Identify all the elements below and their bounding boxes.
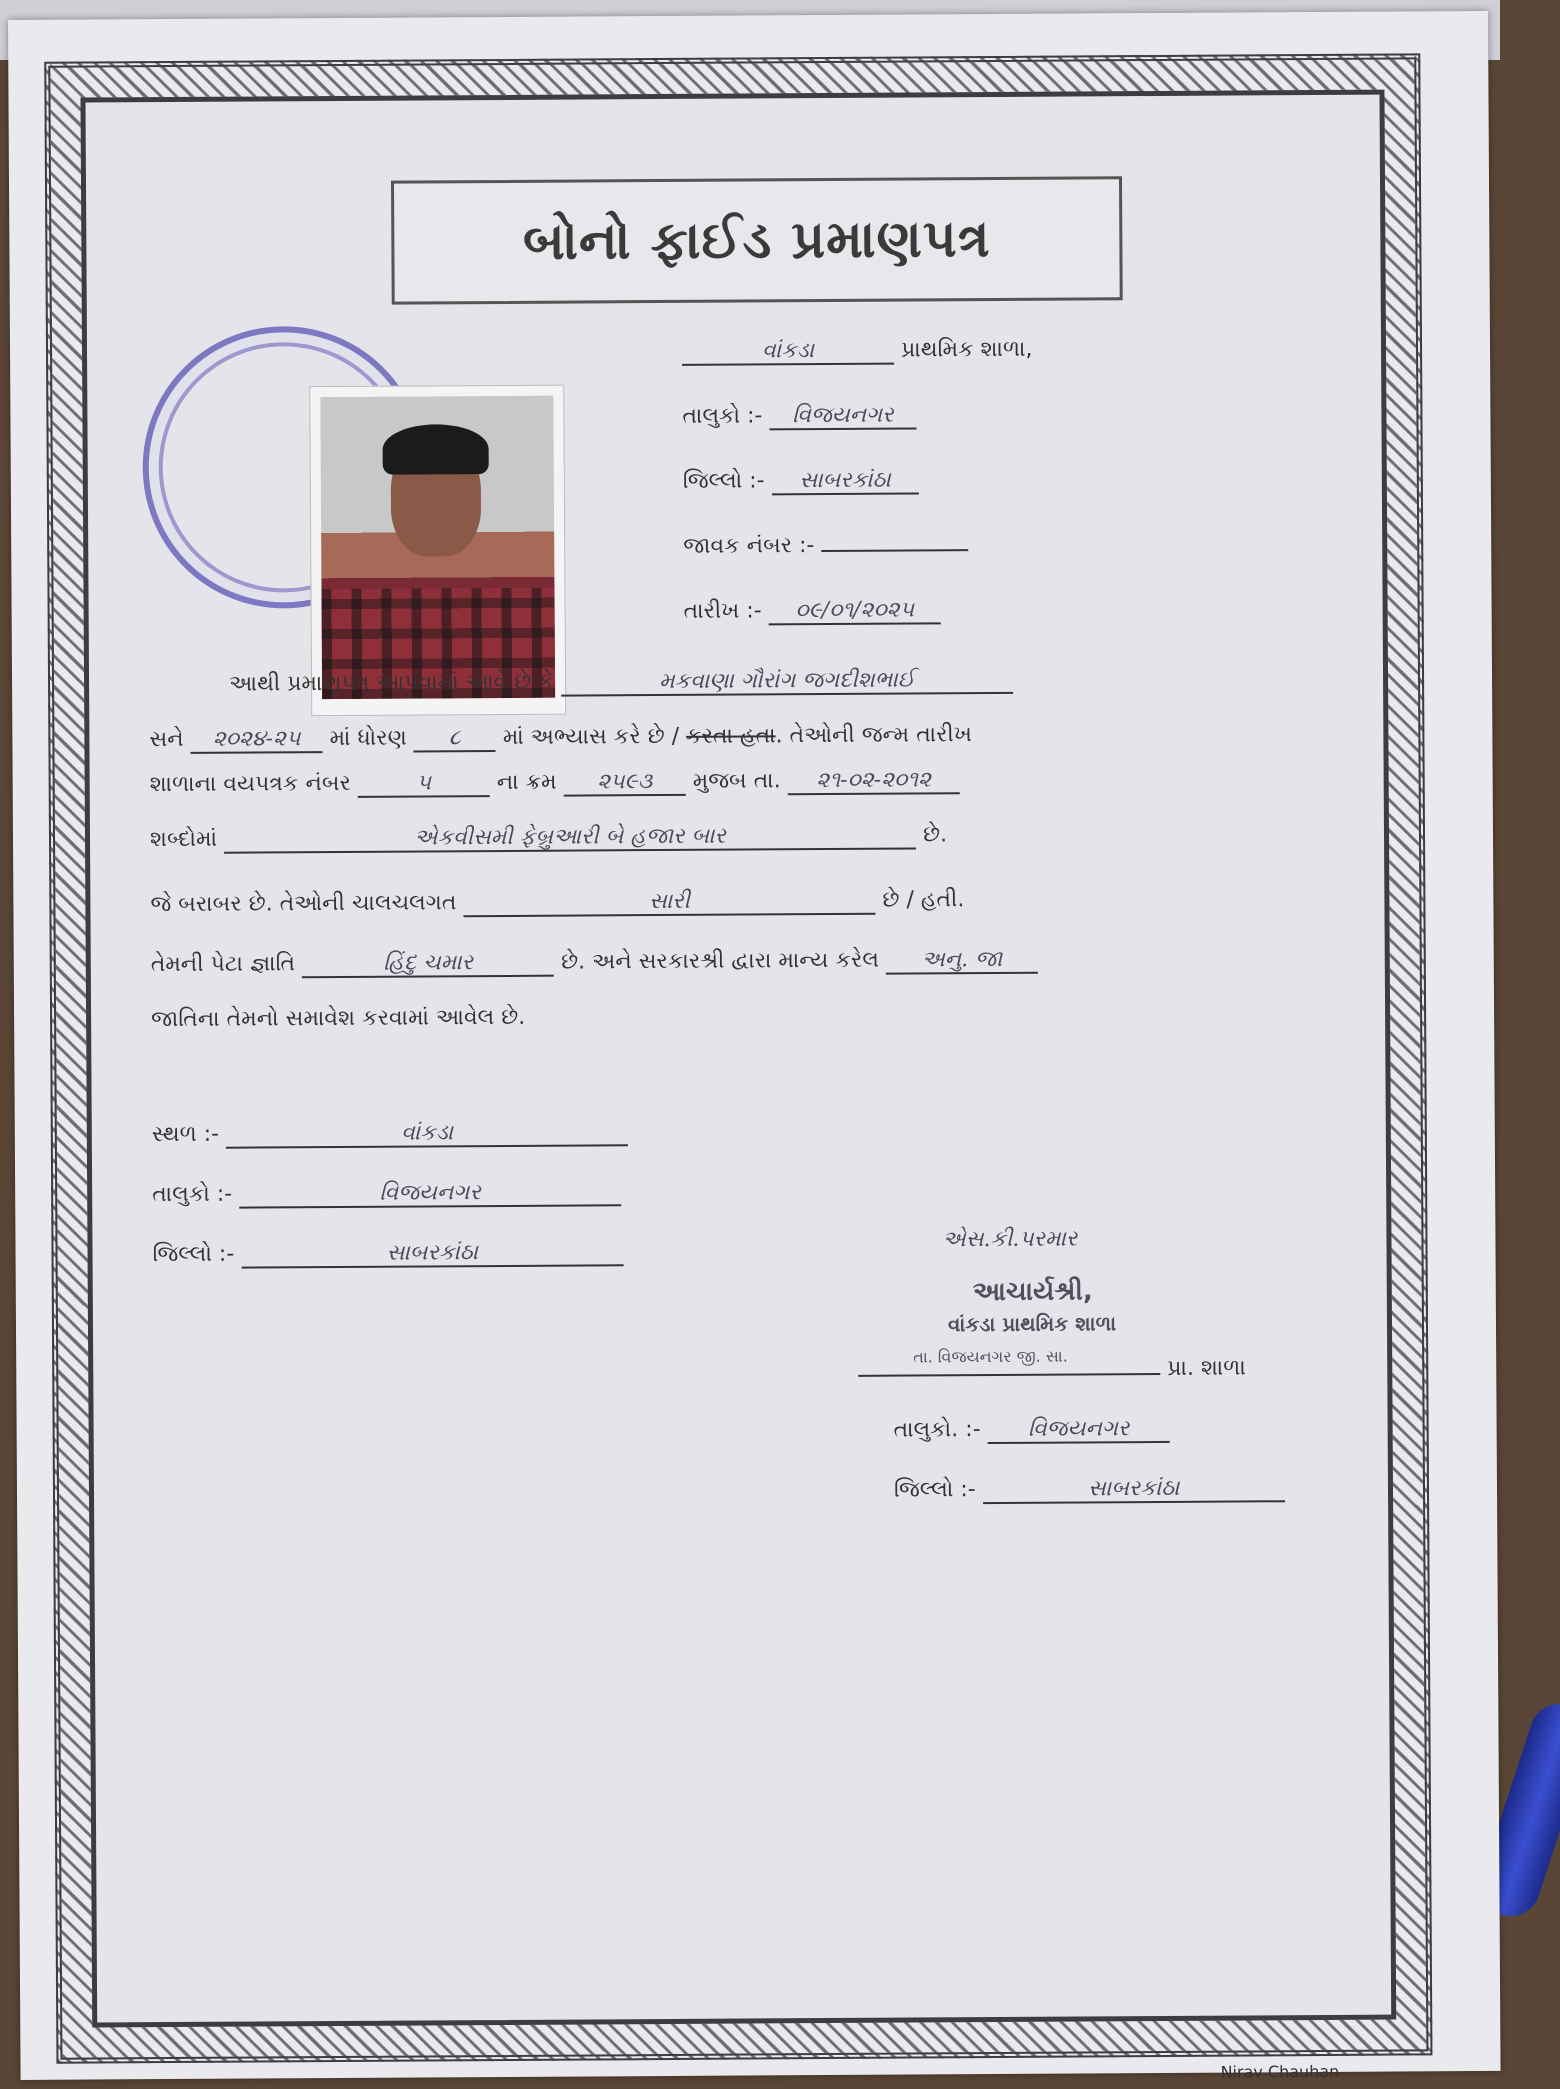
body-line-1 xyxy=(229,667,1013,699)
date-line xyxy=(684,597,941,626)
footer-district-line xyxy=(152,1239,623,1269)
place-value: વાંકડા xyxy=(226,1119,628,1148)
footer-right-district-value: સાબરકાંઠા xyxy=(983,1475,1285,1504)
dob-label: . તેઓની જન્મ તારીખ xyxy=(775,722,972,749)
caste-mid: છે. અને સરકારશ્રી દ્વારા માન્ય કરેલ xyxy=(561,947,880,975)
body-line-5 xyxy=(150,887,964,919)
body-line-2 xyxy=(149,722,972,754)
footer-taluka-value: વિજયનગર xyxy=(239,1179,621,1208)
dob-value: ૨૧-૦૨-૨૦૧૨ xyxy=(788,767,960,795)
student-name: મકવાણા ગૌરાંગ જગદીશભાઈ xyxy=(561,667,1013,697)
caste-value: હિંદુ ચમાર xyxy=(302,950,554,979)
footer-right-district-label: જિલ્લો :- xyxy=(893,1477,976,1503)
student-photo xyxy=(309,385,566,717)
body-line-4 xyxy=(150,822,947,854)
study-text: માં અભ્યાસ કરે છે / xyxy=(502,723,680,750)
district-value: સાબરકાંઠા xyxy=(771,467,918,495)
signature-suffix: પ્રા. શાળા xyxy=(1167,1355,1246,1381)
stamp-title: આચાર્યશ્રી, xyxy=(972,1276,1093,1308)
sane-label: સને xyxy=(149,726,184,753)
decorative-border xyxy=(44,53,1432,2063)
che-label: છે. xyxy=(922,822,948,848)
footer-taluka-label: તાલુકો :- xyxy=(152,1181,233,1208)
place-line xyxy=(152,1119,628,1149)
register-no: ૫ xyxy=(358,770,490,798)
footer-district-value: સાબરકાંઠા xyxy=(241,1239,623,1268)
school-label: પ્રાથમિક શાળા, xyxy=(900,336,1033,363)
footer-right-taluka-line xyxy=(894,1416,1170,1445)
taluka-line xyxy=(682,402,916,430)
conduct-value: સારી xyxy=(463,888,875,918)
district-label: જિલ્લો :- xyxy=(682,468,765,494)
signature-blank xyxy=(858,1373,1160,1377)
caste-prefix: તેમની પેટા જ્ઞાતિ xyxy=(150,951,296,978)
title-box xyxy=(391,176,1123,304)
date-value: ૦૯/૦૧/૨૦૨૫ xyxy=(769,597,941,625)
conduct-prefix: જે બરાબર છે. તેઓની ચાલચલગત xyxy=(150,890,457,918)
register-label: શાળાના વયપત્રક નંબર xyxy=(149,770,351,798)
signature-line xyxy=(858,1355,1246,1382)
certificate-title: બોનો ફાઈડ પ્રમાણપત્ર xyxy=(522,208,991,272)
javak-label: જાવક નંબર :- xyxy=(683,533,815,559)
certificate-paper xyxy=(8,11,1501,2080)
certificate-body xyxy=(80,90,1396,2028)
school-line xyxy=(682,337,1033,366)
body-line-3 xyxy=(150,767,960,799)
taluka-value: વિજયનગર xyxy=(769,402,916,430)
mujab-label: મુજબ તા. xyxy=(692,768,781,794)
footer-right-taluka-value: વિજયનગર xyxy=(988,1416,1170,1444)
conduct-suffix: છે / હતી. xyxy=(882,887,965,913)
taluka-label: તાલુકો :- xyxy=(682,403,763,429)
kram-no: ૨૫૯૩ xyxy=(564,769,686,797)
stamp-address: તા. વિજયનગર જી. સા. xyxy=(913,1346,1068,1367)
principal-signature: એસ.કી.પરમાર xyxy=(942,1226,1078,1253)
footer-right-district-line xyxy=(894,1475,1285,1504)
struck-text: કરતા હતા xyxy=(685,723,776,749)
footer-right-taluka-label: તાલુકો. :- xyxy=(893,1417,981,1443)
words-label: શબ્દોમાં xyxy=(149,826,218,853)
body-line-7 xyxy=(151,1005,525,1032)
footer-taluka-line xyxy=(152,1179,621,1209)
academic-year: ૨૦૨૪-૨૫ xyxy=(191,726,323,754)
body-line-6 xyxy=(151,947,1038,979)
place-label: સ્થળ :- xyxy=(151,1121,220,1148)
javak-value xyxy=(821,549,968,552)
date-label: તારીખ :- xyxy=(683,598,762,624)
stamp-school: વાંકડા પ્રાથમિક શાળા xyxy=(947,1311,1117,1337)
dhoran-label: માં ધોરણ xyxy=(329,725,407,752)
dob-words: એકવીસમી ફેબ્રુઆરી બે હજાર બાર xyxy=(224,822,916,853)
watermark: Nirav Chauhan xyxy=(1220,2061,1340,2082)
last-line: જાતિના તેમનો સમાવેશ કરવામાં આવેલ છે. xyxy=(151,1004,526,1033)
school-name: વાંકડા xyxy=(682,338,894,366)
kram-label: ના ક્રમ xyxy=(496,769,557,796)
category-value: અનુ. જા xyxy=(886,947,1038,975)
body-prefix: આથી પ્રમાણપત્ર આપવામાં આવે છે કે xyxy=(228,669,554,697)
footer-district-label: જિલ્લો :- xyxy=(152,1241,235,1268)
standard-value: ૮ xyxy=(414,725,496,753)
district-line xyxy=(683,467,919,495)
javak-line xyxy=(683,532,968,559)
